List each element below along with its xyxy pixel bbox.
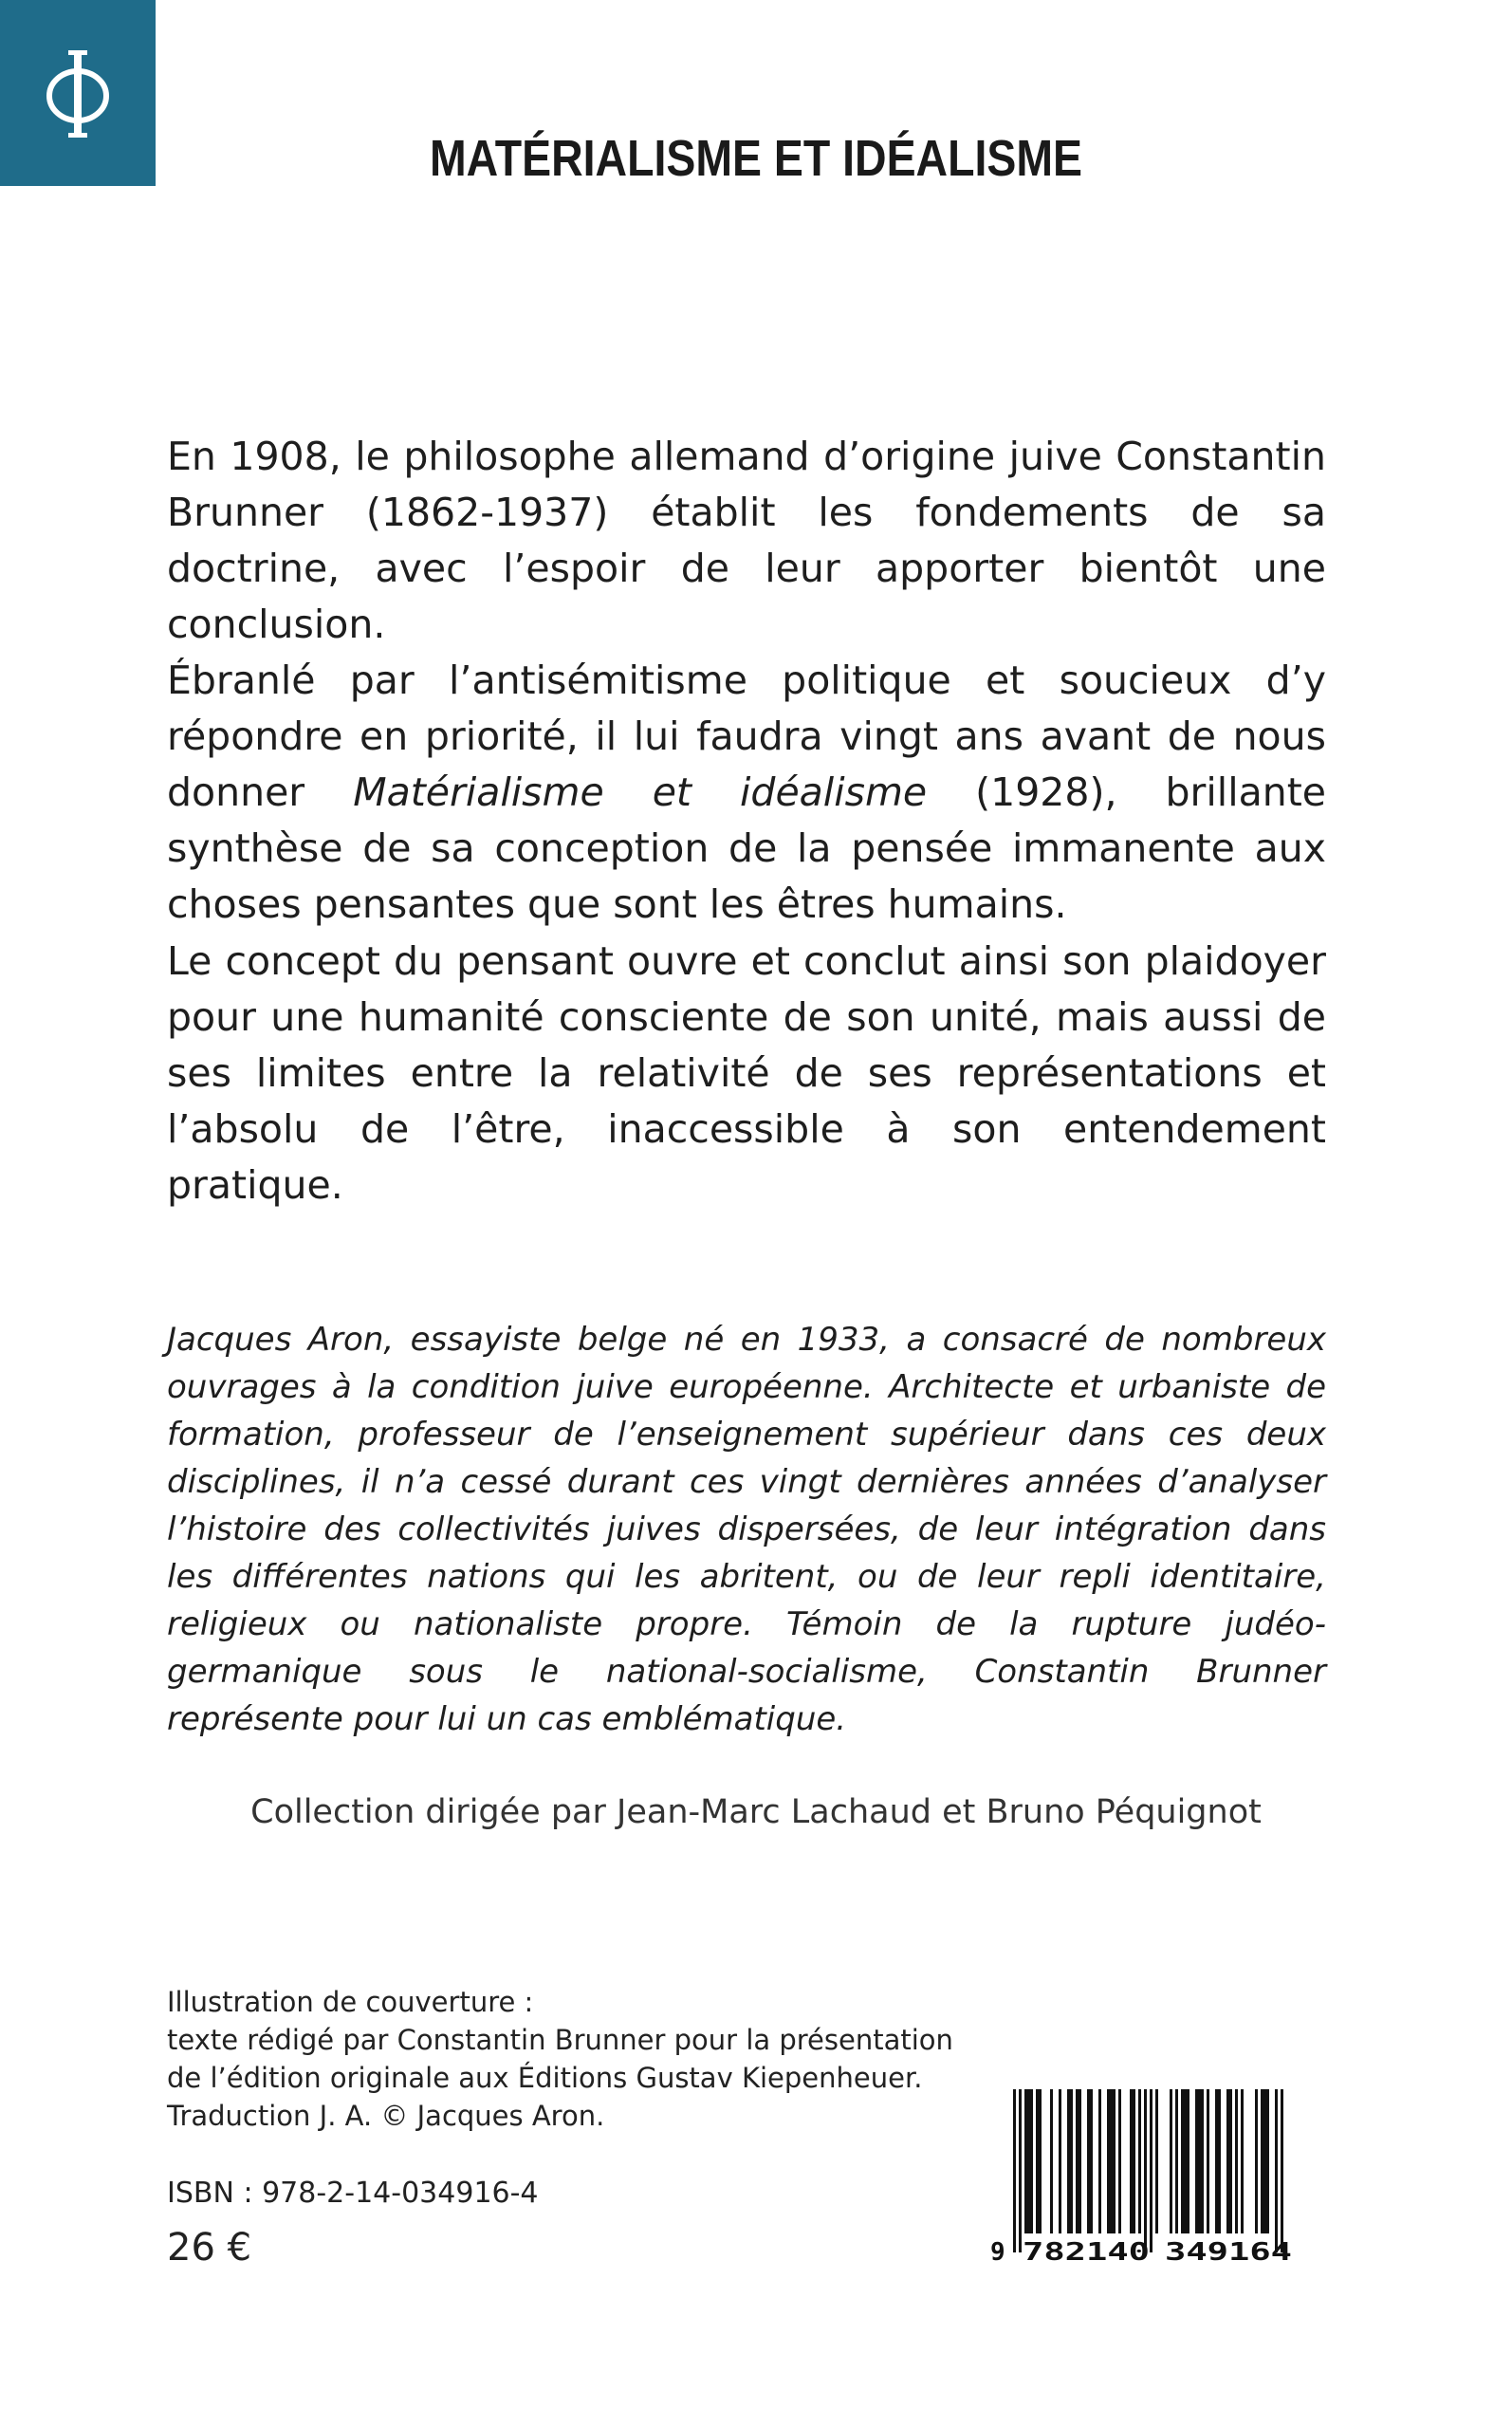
barcode-bar bbox=[1130, 2089, 1133, 2233]
barcode-graphic bbox=[988, 2087, 1320, 2264]
isbn: ISBN : 978-2-14-034916-4 bbox=[167, 2177, 539, 2210]
barcode bbox=[988, 2087, 1320, 2264]
barcode-bar bbox=[1107, 2089, 1110, 2233]
barcode-bar bbox=[1150, 2089, 1152, 2252]
paragraph-3-text: Le concept du pensant ouvre et conclut ainsi son plaidoyer pour une humanité consciente de son unité, mais aussi de ses limites entre la relativité de ses représentations et l’absolu de l’être, inaccessible à son entendement pratique. bbox=[167, 938, 1326, 1208]
phi-icon bbox=[40, 41, 116, 145]
barcode-bar bbox=[1050, 2089, 1053, 2233]
barcode-bar bbox=[1255, 2089, 1258, 2233]
barcode-bar bbox=[1195, 2089, 1198, 2233]
barcode-bar bbox=[1187, 2089, 1189, 2233]
paragraph-2-text-end: (1928), brillante synthèse de sa conception de la pensée immanente aux choses pensantes que sont les êtres humains. bbox=[167, 769, 1326, 927]
barcode-bar bbox=[1024, 2089, 1027, 2233]
barcode-bar bbox=[1201, 2089, 1204, 2233]
price: 26 € bbox=[167, 2226, 252, 2270]
book-title: MATÉRIALISME ET IDÉALISME bbox=[429, 130, 1082, 187]
barcode-bar bbox=[1181, 2089, 1184, 2233]
author-bio bbox=[167, 1316, 1326, 1743]
barcode-bar bbox=[1241, 2089, 1244, 2233]
collection-line: Collection dirigée par Jean-Marc Lachaud et Bruno Péquignot bbox=[250, 1793, 1262, 1831]
credits-line-1: Illustration de couverture : bbox=[167, 1986, 534, 2018]
barcode-bar bbox=[1218, 2089, 1221, 2233]
barcode-first-digit: 9 bbox=[990, 2238, 1005, 2264]
barcode-bar bbox=[1067, 2089, 1070, 2233]
barcode-bar bbox=[1235, 2089, 1238, 2233]
barcode-bar bbox=[1039, 2089, 1042, 2233]
barcode-bar bbox=[1275, 2089, 1278, 2252]
credits-line-3: de l’édition originale aux Éditions Gustav Kiepenheuer. bbox=[167, 2062, 923, 2094]
barcode-bar bbox=[1133, 2089, 1135, 2233]
barcode-bar bbox=[1229, 2089, 1232, 2233]
barcode-bar bbox=[1087, 2089, 1090, 2233]
paragraph-1 bbox=[167, 429, 1326, 653]
barcode-bar bbox=[1070, 2089, 1073, 2233]
barcode-bar bbox=[1144, 2089, 1147, 2252]
credits-line-4: Traduction J. A. © Jacques Aron. bbox=[167, 2100, 605, 2132]
paragraph-2 bbox=[167, 653, 1326, 933]
barcode-bar bbox=[1113, 2089, 1116, 2233]
book-title-italic: Matérialisme et idéalisme bbox=[353, 769, 928, 815]
cover-credits bbox=[167, 1983, 953, 2135]
barcode-bar bbox=[1266, 2089, 1269, 2233]
author-name: Jacques Aron bbox=[167, 1321, 384, 1359]
credits-line-2: texte rédigé par Constantin Brunner pour la présentation bbox=[167, 2024, 953, 2056]
paragraph-1-text: En 1908, le philosophe allemand d’origine juive Constantin Brunner (1862-1937) établit les fondements de sa doctrine, avec l’espoir de leur apporter bientôt une conclusion. bbox=[167, 434, 1326, 647]
barcode-bar bbox=[1030, 2089, 1033, 2233]
barcode-bar bbox=[1059, 2089, 1061, 2233]
barcode-bar bbox=[1138, 2089, 1141, 2233]
barcode-bar bbox=[1019, 2089, 1022, 2252]
barcode-bar bbox=[1110, 2089, 1113, 2233]
barcode-bar bbox=[1198, 2089, 1201, 2233]
barcode-bar bbox=[1170, 2089, 1172, 2233]
barcode-bar bbox=[1079, 2089, 1081, 2233]
barcode-bar bbox=[1184, 2089, 1187, 2233]
barcode-bar bbox=[1175, 2089, 1178, 2233]
barcode-bar bbox=[1118, 2089, 1121, 2233]
barcode-bar bbox=[1215, 2089, 1218, 2233]
barcode-bar bbox=[1013, 2089, 1016, 2252]
barcode-bar bbox=[1263, 2089, 1266, 2233]
barcode-bar bbox=[1036, 2089, 1039, 2233]
paragraph-2-text-start: Ébranlé par l’antisémitisme politique et soucieux d’y répondre en priorité, il lui faudra vingt ans avant de nous donner bbox=[167, 658, 1326, 815]
paragraph-3 bbox=[167, 934, 1326, 1214]
author-bio-text: , essayiste belge né en 1933, a consacré de nombreux ouvrages à la condition juive européenne. Architecte et urbaniste de formation, professeur de l’enseignement supérieur dans ces deux disciplines, il n’a cessé durant ces vingt dernières années d’analyser l’histoire des collectivités juives dispersées, de leur intégration dans les différentes nations qui les abritent, ou de leur repli identitaire, religieux ou nationaliste propre. Témoin de la rupture judéo-germanique sous le national-socialisme, Constantin Brunner représente pour lui un cas emblématique. bbox=[167, 1321, 1327, 1738]
barcode-right-digits: 349164 bbox=[1165, 2238, 1292, 2264]
barcode-left-digits: 782140 bbox=[1023, 2238, 1150, 2264]
barcode-bar bbox=[1207, 2089, 1209, 2233]
barcode-bar bbox=[1226, 2089, 1229, 2233]
barcode-bar bbox=[1155, 2089, 1158, 2233]
barcode-bar bbox=[1090, 2089, 1093, 2233]
barcode-bar bbox=[1027, 2089, 1030, 2233]
barcode-bar bbox=[1261, 2089, 1263, 2233]
barcode-bar bbox=[1076, 2089, 1079, 2233]
barcode-bar bbox=[1098, 2089, 1101, 2233]
barcode-bar bbox=[1281, 2089, 1283, 2252]
